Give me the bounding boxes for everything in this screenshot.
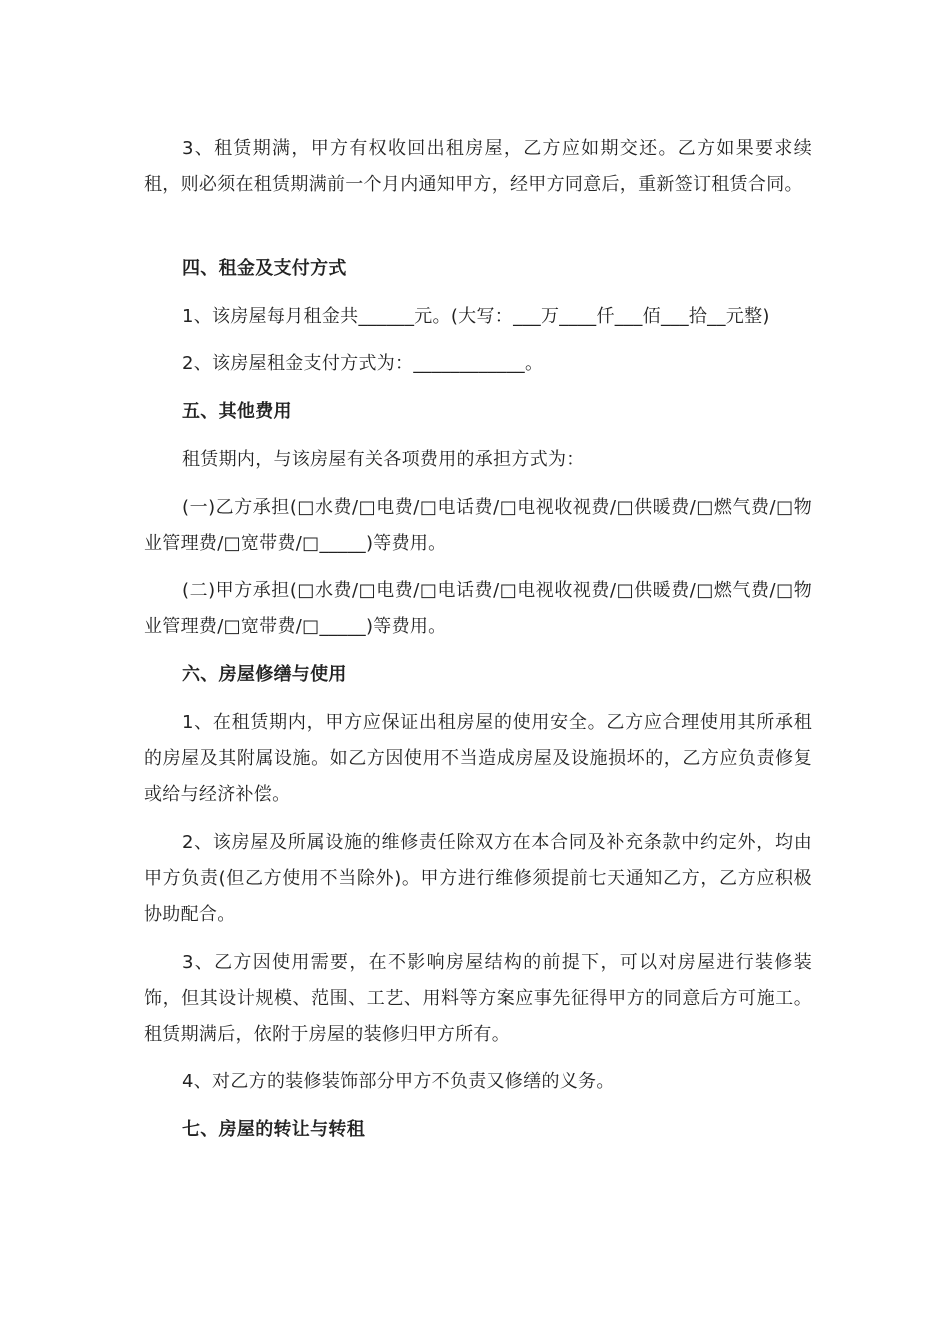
clause-paragraph: 4、对乙方的装修装饰部分甲方不负责又修缮的义务。 [182, 1071, 615, 1092]
clause-paragraph: (二)甲方承担(□水费/□电费/□电话费/□电视收视费/□供暖费/□燃气费/□物业管理费/□宽带费/□_____)等费用。 [144, 580, 812, 637]
clause-paragraph: 2、该房屋及所属设施的维修责任除双方在本合同及补充条款中约定外，均由甲方负责(但乙方使用不当除外)。甲方进行维修须提前七天通知乙方，乙方应积极协助配合。 [144, 832, 812, 925]
section-heading: 七、房屋的转让与转租 [182, 1119, 365, 1140]
section-heading: 四、租金及支付方式 [182, 258, 347, 279]
clause-paragraph: 3、乙方因使用需要，在不影响房屋结构的前提下，可以对房屋进行装修装饰，但其设计规模、范围、工艺、用料等方案应事先征得甲方的同意后方可施工。租赁期满后，依附于房屋的装修归甲方所有。 [144, 952, 812, 1045]
clause-paragraph: 租赁期内，与该房屋有关各项费用的承担方式为： [182, 449, 585, 470]
clause-paragraph: 2、该房屋租金支付方式为：____________。 [182, 353, 544, 374]
clause-paragraph: 1、在租赁期内，甲方应保证出租房屋的使用安全。乙方应合理使用其所承租的房屋及其附属设施。如乙方因使用不当造成房屋及设施损坏的，乙方应负责修复或给与经济补偿。 [144, 712, 812, 805]
clause-paragraph: (一)乙方承担(□水费/□电费/□电话费/□电视收视费/□供暖费/□燃气费/□物业管理费/□宽带费/□_____)等费用。 [144, 497, 812, 554]
section-heading: 五、其他费用 [182, 401, 292, 422]
section-heading: 六、房屋修缮与使用 [182, 664, 347, 685]
clause-paragraph: 1、该房屋每月租金共______元。(大写：___万____仟___佰___拾__元整) [182, 306, 770, 327]
clause-paragraph: 3、租赁期满，甲方有权收回出租房屋，乙方应如期交还。乙方如果要求续租，则必须在租赁期满前一个月内通知甲方，经甲方同意后，重新签订租赁合同。 [144, 138, 812, 195]
